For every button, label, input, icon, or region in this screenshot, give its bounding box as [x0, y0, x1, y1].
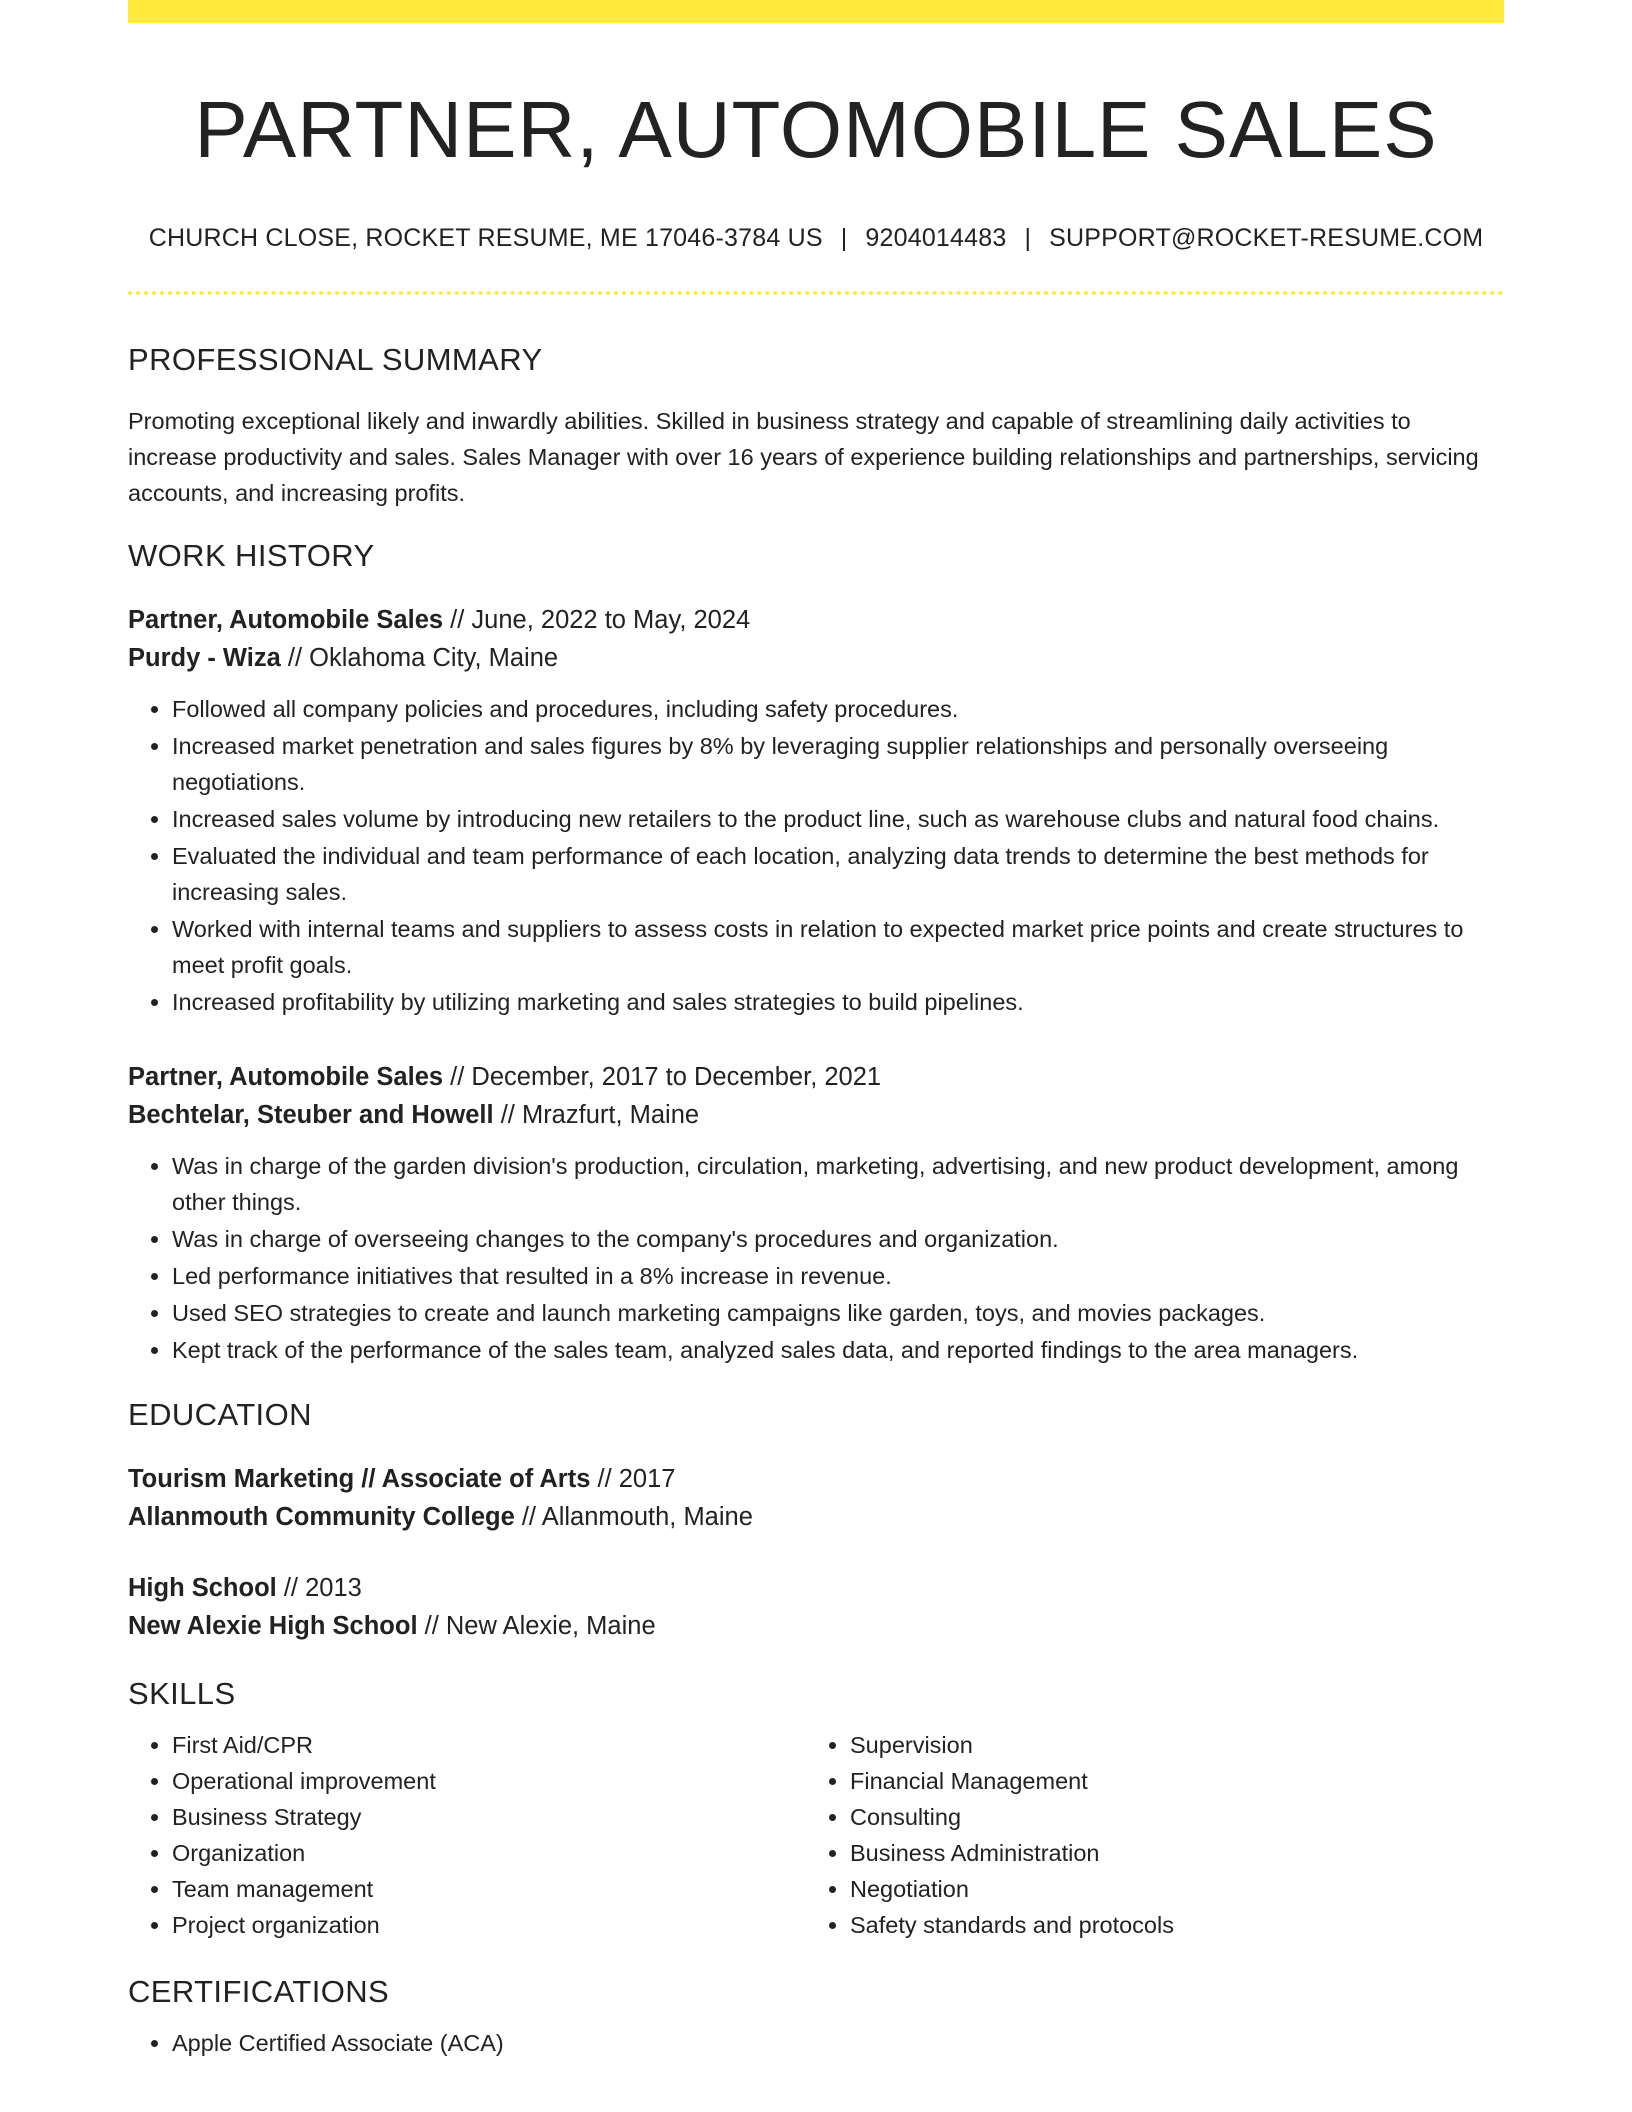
job-role: Partner, Automobile Sales [128, 606, 444, 634]
job-bullet: • Led performance initiatives that resulted in a 8% increase in revenue. [172, 1258, 1504, 1294]
education-heading: EDUCATION [128, 1397, 312, 1432]
skill-item: • Business Strategy [172, 1799, 806, 1835]
skill-item: • Operational improvement [172, 1763, 806, 1799]
summary-text: Promoting exceptional likely and inwardly abilities. Skilled in business strategy and capable of streamlining daily activities to increase productivity and sales. Sales Manager with over 16 years of experience building relationships and partnerships, servicing accounts, and increasing profits. [128, 408, 1479, 506]
skills-list-right [806, 1727, 1504, 1943]
certifications-list [128, 2025, 1504, 2061]
contact-address: CHURCH CLOSE, ROCKET RESUME, ME 17046-3784 US [148, 224, 823, 252]
job-bullet: • Evaluated the individual and team performance of each location, analyzing data trends to determine the best methods for increasing sales. [172, 838, 1504, 910]
job-entry [128, 1058, 1504, 1368]
skill-item: • Organization [172, 1835, 806, 1871]
education-location: // New Alexie, Maine [417, 1612, 656, 1640]
skill-item: • First Aid/CPR [172, 1727, 806, 1763]
job-bullet: • Was in charge of overseeing changes to the company's procedures and organization. [172, 1221, 1504, 1257]
job-bullet: • Was in charge of the garden division's production, circulation, marketing, advertising, and new product development, among other things. [172, 1148, 1504, 1220]
education-school-line [128, 1607, 1504, 1645]
contact-line [128, 222, 1504, 254]
job-dates: // December, 2017 to December, 2021 [443, 1063, 882, 1091]
job-bullet: • Used SEO strategies to create and launch marketing campaigns like garden, toys, and movies packages. [172, 1295, 1504, 1331]
job-company-line [128, 639, 1504, 677]
skill-item: • Safety standards and protocols [850, 1907, 1504, 1943]
resume-content [128, 0, 1504, 2062]
education-year: // 2017 [590, 1465, 676, 1493]
education-entry [128, 1569, 1504, 1645]
job-bullet: • Worked with internal teams and suppliers to assess costs in relation to expected market price points and create structures to meet profit goals. [172, 911, 1504, 983]
job-title-line [128, 1058, 1504, 1096]
skill-item: • Business Administration [850, 1835, 1504, 1871]
job-bullet-list [128, 691, 1504, 1020]
education-school: Allanmouth Community College [128, 1503, 515, 1531]
job-dates: // June, 2022 to May, 2024 [443, 606, 751, 634]
job-company-line [128, 1096, 1504, 1134]
skill-item: • Consulting [850, 1799, 1504, 1835]
job-bullet: • Followed all company policies and procedures, including safety procedures. [172, 691, 1504, 727]
skills-grid [128, 1727, 1504, 1943]
education-degree: Tourism Marketing // Associate of Arts [128, 1465, 591, 1493]
skill-item: • Team management [172, 1871, 806, 1907]
job-bullet: • Increased sales volume by introducing new retailers to the product line, such as warehouse clubs and natural food chains. [172, 801, 1504, 837]
education-school-line [128, 1498, 1504, 1536]
education-degree-line [128, 1460, 1504, 1498]
job-bullet: • Increased profitability by utilizing marketing and sales strategies to build pipelines. [172, 984, 1504, 1020]
job-entry [128, 601, 1504, 1020]
skills-heading: SKILLS [128, 1676, 236, 1711]
contact-phone: 9204014483 [865, 224, 1007, 252]
contact-separator: | [1024, 224, 1032, 252]
job-role: Partner, Automobile Sales [128, 1063, 444, 1091]
summary-heading: PROFESSIONAL SUMMARY [128, 342, 543, 377]
job-title-line [128, 601, 1504, 639]
resume-name: PARTNER, AUTOMOBILE SALES [194, 85, 1438, 174]
job-bullet: • Increased market penetration and sales figures by 8% by leveraging supplier relationships and personally overseeing negotiations. [172, 728, 1504, 800]
contact-separator: | [840, 224, 848, 252]
skill-item: • Negotiation [850, 1871, 1504, 1907]
job-location: // Oklahoma City, Maine [280, 644, 559, 672]
education-degree: High School [128, 1574, 277, 1602]
education-school: New Alexie High School [128, 1612, 418, 1640]
education-year: // 2013 [276, 1574, 362, 1602]
skill-item: • Financial Management [850, 1763, 1504, 1799]
skill-item: • Project organization [172, 1907, 806, 1943]
education-degree-line [128, 1569, 1504, 1607]
contact-email: SUPPORT@ROCKET-RESUME.COM [1049, 224, 1484, 252]
job-company: Bechtelar, Steuber and Howell [128, 1101, 494, 1129]
education-location: // Allanmouth, Maine [514, 1503, 753, 1531]
job-company: Purdy - Wiza [128, 644, 281, 672]
job-location: // Mrazfurt, Maine [493, 1101, 700, 1129]
education-entry [128, 1460, 1504, 1536]
job-bullet-list [128, 1148, 1504, 1368]
work-history-heading: WORK HISTORY [128, 538, 375, 573]
skill-item: • Supervision [850, 1727, 1504, 1763]
job-bullet: • Kept track of the performance of the sales team, analyzed sales data, and reported findings to the area managers. [172, 1332, 1504, 1368]
skills-list-left [128, 1727, 806, 1943]
certification-item: • Apple Certified Associate (ACA) [172, 2025, 1504, 2061]
dotted-divider [128, 291, 1504, 295]
certifications-heading: CERTIFICATIONS [128, 1974, 390, 2009]
